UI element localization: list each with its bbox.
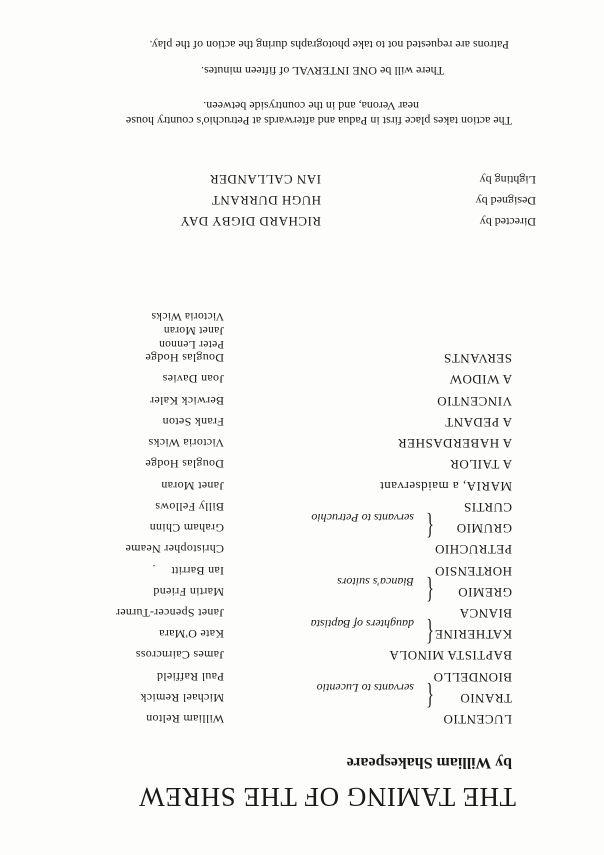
credit-director-name: RICHARD DIGBY DAY xyxy=(179,214,321,229)
brace-grumio-curtis: { xyxy=(426,510,434,543)
credit-designed-label: Designed by xyxy=(475,194,536,208)
interval-note: There will be ONE INTERVAL of fifteen minutes. xyxy=(201,64,444,78)
actor-tailor: Douglas Hodge xyxy=(145,457,224,471)
actor-lucentio: William Relton xyxy=(145,712,224,726)
role-vincentio: VINCENTIO xyxy=(436,394,512,409)
brace-gremio-hortensio: { xyxy=(426,574,434,607)
role-baptista: BAPTISTA MINOLA xyxy=(388,648,512,663)
actor-katherine: Kate O'Mara xyxy=(158,627,224,641)
note-servants-to-lucentio: servants to Lucentio xyxy=(316,681,414,695)
photography-note: Patrons are requested not to take photographs during the action of the play. xyxy=(149,38,509,52)
actor-petruchio: Christopher Neame xyxy=(125,542,224,556)
role-curtis: CURTIS xyxy=(463,500,512,515)
role-katherine: KATHERINE xyxy=(434,627,512,642)
actor-widow: Joan Davies xyxy=(162,372,224,386)
role-grumio: GRUMIO xyxy=(456,521,512,536)
actor-bianca: Janet Spencer-Turner xyxy=(115,606,224,620)
role-bianca: BIANCA xyxy=(459,606,512,621)
role-pedant: A PEDANT xyxy=(444,415,512,430)
actor-baptista: James Cairncross xyxy=(135,648,224,662)
role-tranio: TRANIO xyxy=(459,691,512,706)
actor-biondello: Paul Raffield xyxy=(156,670,224,684)
role-maria-text: MARIA, a maidservant xyxy=(379,479,512,494)
actor-tranio: Michael Remick xyxy=(140,691,224,705)
role-gremio: GREMIO xyxy=(457,585,512,600)
actor-curtis: Billy Fellows xyxy=(155,500,224,514)
credit-directed-label: Directed by xyxy=(479,215,536,229)
role-widow: A WIDOW xyxy=(449,372,512,387)
role-hortensio: HORTENSIO xyxy=(434,564,512,579)
play-title: THE TAMING OF THE SHREW xyxy=(138,782,516,812)
actor-servants-3: Janet Moran xyxy=(163,324,224,336)
actor-hortensio: Ian Barritt xyxy=(171,564,224,578)
actor-gremio: Martin Friend xyxy=(153,585,224,599)
credit-lighting-label: Lighting by xyxy=(479,173,536,187)
role-lucentio: LUCENTIO xyxy=(443,712,512,727)
setting-note-line-1: The action takes place first in Padua and afterwards at Petruchio's country house xyxy=(125,114,512,128)
role-tailor: A TAILOR xyxy=(449,457,512,472)
setting-note-line-2: near Verona, and in the countryside between. xyxy=(203,99,419,113)
actor-vincentio: Berwick Kaler xyxy=(149,394,224,408)
role-petruchio: PETRUCHIO xyxy=(434,542,512,557)
actor-pedant: Frank Seton xyxy=(162,415,224,429)
note-servants-to-petruchio: servants to Petruchio xyxy=(311,511,414,525)
actor-maria: Janet Moran xyxy=(161,479,224,493)
note-daughters-of-baptista: daughters of Baptista xyxy=(310,617,414,631)
role-servants: SERVANTS xyxy=(443,351,512,366)
note-biancas-suitors: Bianca's suitors xyxy=(337,575,414,589)
stray-mark: · xyxy=(152,559,156,573)
actor-servants-1: Douglas Hodge xyxy=(145,351,224,365)
actor-servants-4: Victoria Wicks xyxy=(151,310,224,322)
credit-lighting-name: IAN CALLANDER xyxy=(209,172,321,187)
actor-servants-2: Peter Lennon xyxy=(158,338,224,350)
role-haberdasher: A HABERDASHER xyxy=(397,436,512,451)
brace-tranio-biondello: { xyxy=(426,680,434,713)
credit-designer-name: HUGH DURRANT xyxy=(211,193,321,208)
actor-grumio: Graham Chinn xyxy=(149,521,224,535)
brace-katherine-bianca: { xyxy=(426,616,434,649)
role-maria xyxy=(380,480,512,493)
role-biondello: BIONDELLO xyxy=(433,670,512,685)
author-byline: by William Shakespeare xyxy=(346,754,512,771)
actor-haberdasher: Victoria Wicks xyxy=(148,436,224,450)
